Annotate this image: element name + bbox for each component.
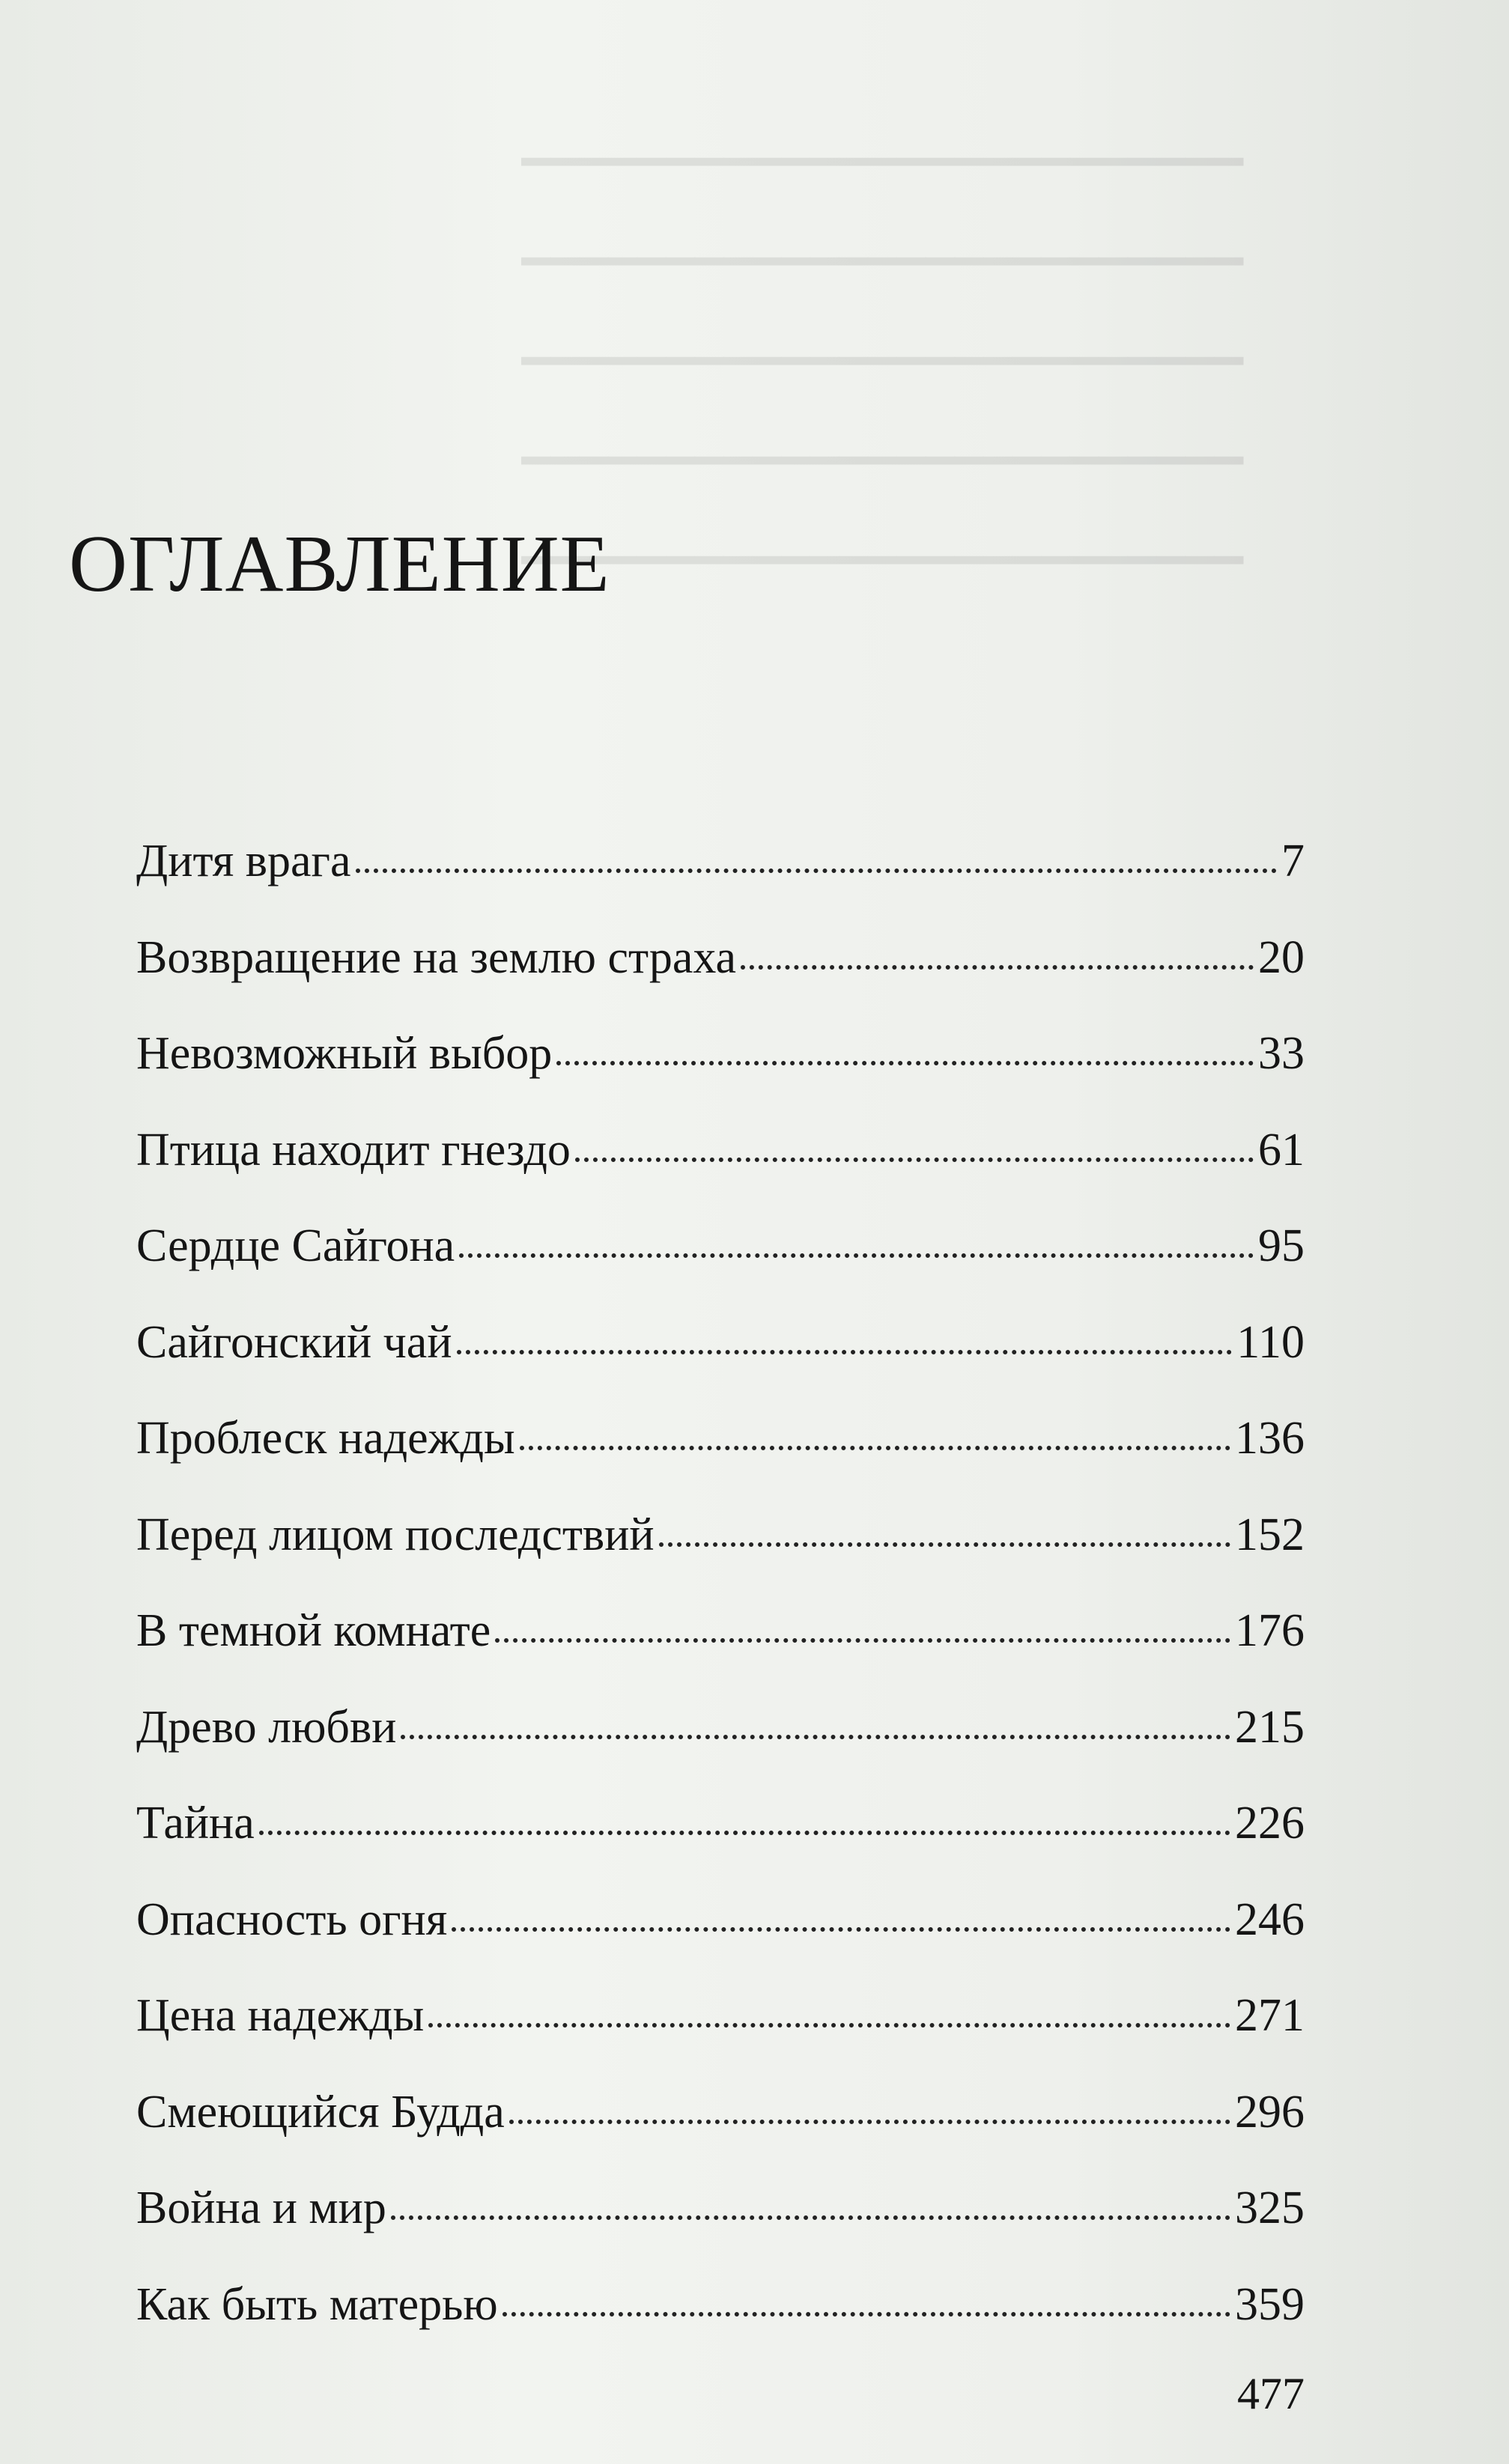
toc-entry-page: 271	[1235, 1990, 1305, 2041]
toc-entry-title: Птица находит гнездо	[136, 1124, 571, 1175]
toc-entry	[136, 1989, 1305, 2086]
dot-leader	[520, 1446, 1230, 1450]
toc-entry	[136, 1220, 1305, 1316]
toc-entry	[136, 1701, 1305, 1798]
toc-entry-page: 176	[1235, 1605, 1305, 1656]
dot-leader	[556, 1061, 1254, 1065]
toc-entry-page: 61	[1258, 1124, 1305, 1175]
toc-entry-title: Опасность огня	[136, 1893, 448, 1945]
dot-leader	[259, 1831, 1230, 1835]
dot-leader	[495, 1638, 1230, 1643]
dot-leader	[741, 965, 1254, 970]
dot-leader	[459, 1253, 1254, 1258]
page-title: ОГЛАВЛЕНИЕ	[69, 520, 610, 609]
dot-leader	[391, 2215, 1230, 2220]
toc-entry	[136, 1124, 1305, 1220]
toc-entry	[136, 931, 1305, 1028]
toc-entry-title: Перед лицом последствий	[136, 1509, 655, 1560]
toc-entry-title: Дитя врага	[136, 836, 351, 886]
toc-entry-title: Проблеск надежды	[136, 1413, 515, 1464]
toc-entry-page: 325	[1235, 2182, 1305, 2233]
dot-leader	[452, 1927, 1230, 1932]
dot-leader	[401, 1735, 1230, 1739]
toc-entry	[136, 835, 1305, 931]
toc-entry	[136, 1027, 1305, 1124]
table-of-contents	[136, 835, 1305, 2374]
dot-leader	[509, 2120, 1230, 2124]
toc-entry-page: 33	[1258, 1028, 1305, 1079]
toc-entry-title: Сердце Сайгона	[136, 1220, 455, 1271]
toc-entry-page: 296	[1235, 2086, 1305, 2138]
toc-entry	[136, 1797, 1305, 1893]
dot-leader	[428, 2023, 1230, 2028]
dot-leader	[503, 2312, 1230, 2317]
toc-entry-title: Война и мир	[136, 2182, 386, 2233]
toc-entry-title: Как быть матерью	[136, 2278, 498, 2330]
toc-entry-title: Цена надежды	[136, 1990, 425, 2041]
dot-leader	[659, 1542, 1230, 1547]
toc-entry-page: 359	[1235, 2278, 1305, 2330]
toc-entry	[136, 1412, 1305, 1509]
toc-entry-page: 95	[1258, 1220, 1305, 1271]
toc-entry-page: 7	[1281, 836, 1305, 886]
toc-entry-page: 215	[1235, 1701, 1305, 1753]
toc-entry-title: Сайгонский чай	[136, 1316, 452, 1368]
dot-leader	[575, 1158, 1254, 1162]
toc-entry	[136, 1893, 1305, 1990]
toc-entry-page: 226	[1235, 1798, 1305, 1849]
dot-leader	[356, 869, 1277, 873]
bleed-through-text: ━━━━━━━━━━━━━━━━━━━━━━━━━ ━━━━━━━━━━━━━━━━━━━━━━━━━ ━━━━━━━━━━━━━━━━━━━━━━━━━ ━━━━━━━━━━━━━━━━━━━━━━━━━ ━━━━━━━━━━━━━━━━━━━━━━━━━	[521, 136, 1243, 587]
toc-entry-page: 110	[1236, 1316, 1305, 1368]
toc-entry-page: 20	[1258, 931, 1305, 983]
toc-entry-page: 152	[1235, 1509, 1305, 1560]
toc-entry-title: В темной комнате	[136, 1605, 491, 1656]
toc-entry-title: Смеющийся Будда	[136, 2086, 505, 2138]
dot-leader	[457, 1350, 1233, 1354]
toc-entry-title: Невозможный выбор	[136, 1028, 553, 1079]
toc-entry-page: 136	[1235, 1413, 1305, 1464]
toc-entry	[136, 2278, 1305, 2375]
toc-entry	[136, 1316, 1305, 1413]
toc-entry	[136, 2182, 1305, 2278]
toc-entry-title: Древо любви	[136, 1701, 397, 1753]
page-number: 477	[1237, 2369, 1305, 2418]
toc-entry	[136, 2086, 1305, 2182]
toc-entry	[136, 1509, 1305, 1605]
toc-entry-title: Возвращение на землю страха	[136, 931, 737, 983]
toc-entry-page: 246	[1235, 1893, 1305, 1945]
toc-entry	[136, 1604, 1305, 1701]
toc-entry-title: Тайна	[136, 1798, 255, 1849]
